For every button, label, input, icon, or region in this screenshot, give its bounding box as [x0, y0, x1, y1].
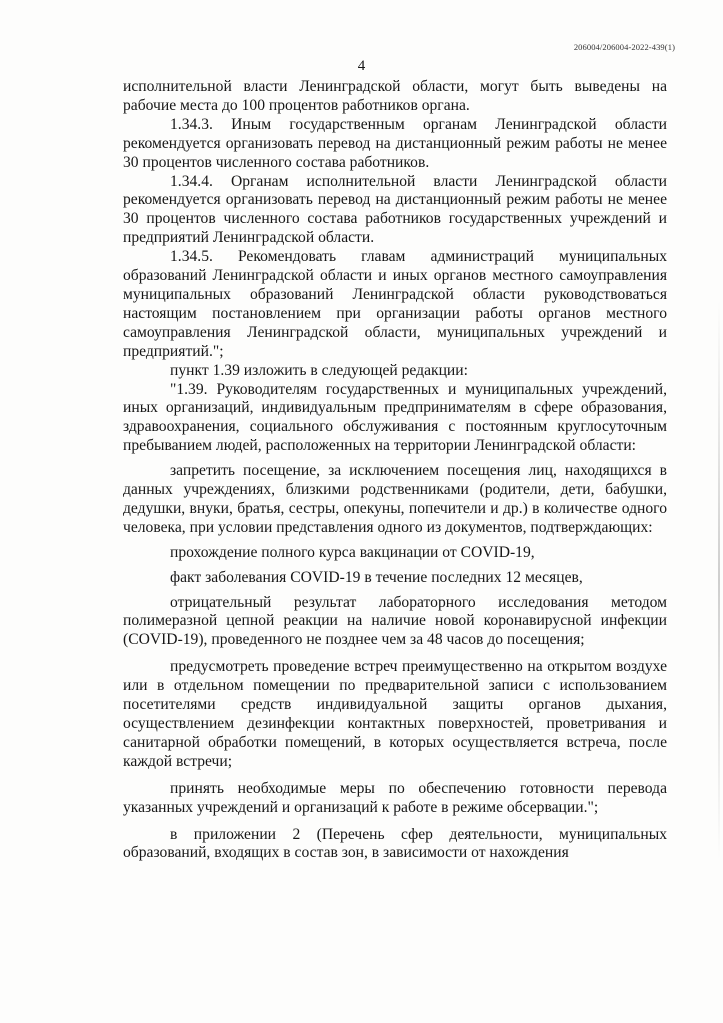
paragraph-observation: принять необходимые меры по обеспечению готовности перевода указанных учреждений и организаций к работе в режиме обсервации.";	[123, 779, 667, 816]
paragraph-meetings: предусмотреть проведение встреч преимущественно на открытом воздухе или в отдельном помещении по предварительной записи с использованием посетителями средств индивидуальной защиты органов дыхания, осуществлением дезинфекции контактных поверхностей, проветривания и санитарной обработки помещений, в которых осуществляется встреча, после каждой встречи;	[123, 658, 667, 770]
paragraph-visit-ban: запретить посещение, за исключением посещения лиц, находящихся в данных учреждениях, близкими родственниками (родители, дети, бабушки, дедушки, внуки, братья, сестры, опекуны, попечители и др.) в количестве одного человека, при условии представления одного из документов, подтверждающих:	[123, 462, 667, 536]
paragraph-1-39: "1.39. Руководителям государственных и муниципальных учреждений, иных организаций, индивидуальным предпринимателям в сфере образования, здравоохранения, социального обслуживания с постоянным круглосуточным пребыванием людей, расположенных на территории Ленинградской области:	[123, 380, 667, 455]
document-body	[123, 78, 667, 863]
document-registration-code: 206004/206004-2022-439(1)	[573, 42, 675, 52]
paragraph-continuation: исполнительной власти Ленинградской области, могут быть выведены на рабочие места до 100 процентов работников органа.	[123, 78, 667, 114]
list-item-vaccination: прохождение полного курса вакцинации от COVID-19,	[170, 543, 535, 561]
list-item-pcr-test: отрицательный результат лабораторного исследования методом полимеразной цепной реакции на наличие новой коронавирусной инфекции (COVID-19), проведенного не позднее чем за 48 часов до посещения;	[123, 593, 667, 649]
paragraph-1-34-5: 1.34.5. Рекомендовать главам администраций муниципальных образований Ленинградской области и иных органов местного самоуправления муниципальных образований Ленинградской области руководствоваться настоящим постановлением при организации работы органов местного самоуправления Ленинградской области, муниципальных учреждений и предприятий.";	[123, 248, 667, 360]
page-number: 4	[357, 58, 366, 74]
list-item-illness: факт заболевания COVID-19 в течение последних 12 месяцев,	[170, 568, 583, 586]
paragraph-appendix-2: в приложении 2 (Перечень сфер деятельности, муниципальных образований, входящих в состав зон, в зависимости от нахождения	[123, 825, 667, 862]
paragraph-1-34-3: 1.34.3. Иным государственным органам Ленинградской области рекомендуется организовать перевод на дистанционный режим работы не менее 30 процентов численного состава работников.	[123, 115, 667, 171]
paragraph-amend-1-39: пункт 1.39 изложить в следующей редакции:	[170, 361, 468, 379]
paragraph-1-34-4: 1.34.4. Органам исполнительной власти Ленинградской области рекомендуется организовать перевод на дистанционный режим работы не менее 30 процентов численного состава работников государственных учреждений и предприятий Ленинградской области.	[123, 172, 667, 247]
scan-edge-shadow	[718, 300, 720, 860]
